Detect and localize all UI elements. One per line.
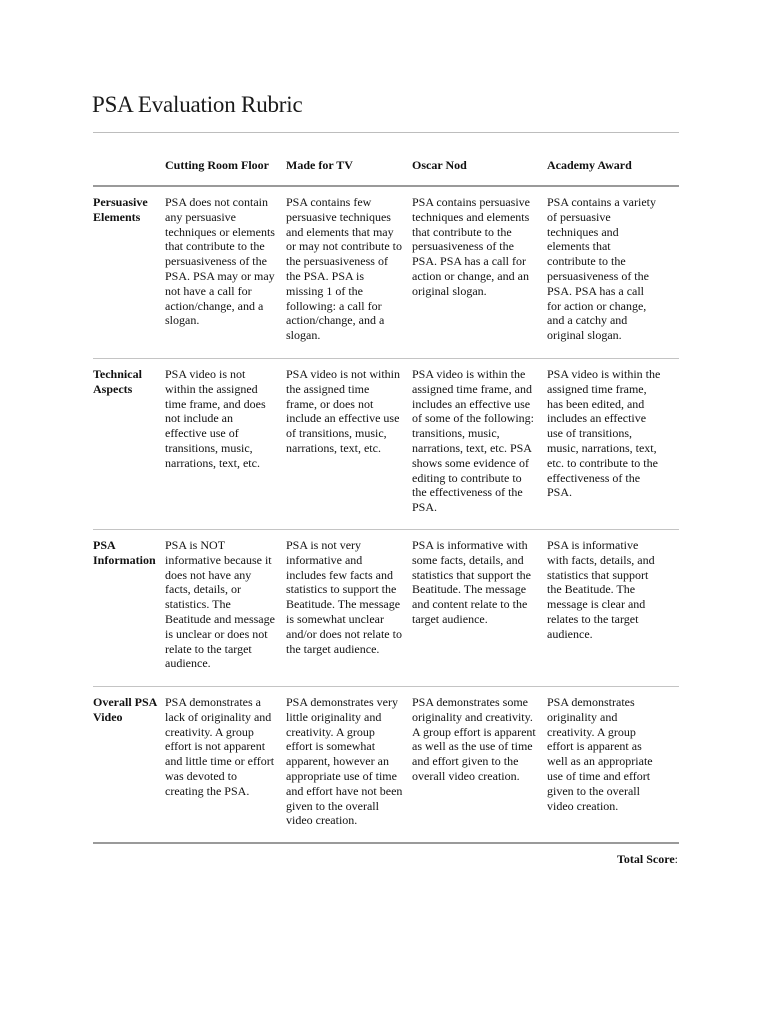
table-cell: PSA demonstrates originality and creativity. A group effort is apparent as well as an appropriate use of time and effort given to the overall video creation.	[547, 695, 653, 813]
column-header-academy-award: Academy Award	[547, 158, 632, 172]
table-cell: PSA is informative with some facts, details, and statistics that support the Beatitude. The message and content relate to the target audience.	[412, 538, 531, 626]
table-cell: PSA is not very informative and includes few facts and statistics to support the Beatitude. The message is somewhat unclear and/or does not relate to the target audience.	[286, 538, 402, 656]
table-cell: PSA demonstrates very little originality and creativity. A group effort is somewhat apparent, however an appropriate use of time and effort have not been given to the overall video creation.	[286, 695, 403, 828]
column-header-oscar-nod: Oscar Nod	[412, 158, 467, 172]
column-header-cutting-room-floor: Cutting Room Floor	[165, 158, 269, 172]
row-label-overall-psa-video: Overall PSA Video	[93, 695, 158, 724]
row-label-persuasive-elements: Persuasive Elements	[93, 195, 148, 224]
page-title: PSA Evaluation Rubric	[92, 92, 303, 117]
total-score-label: Total Score	[616, 852, 675, 866]
row-label-technical-aspects: Technical Aspects	[93, 367, 142, 396]
row-divider	[93, 686, 679, 687]
row-label-psa-information: PSA Information	[93, 538, 156, 567]
table-cell: PSA video is not within the assigned time frame, or does not include an effective use of transitions, music, narrations, text, etc.	[286, 367, 401, 455]
table-cell: PSA is informative with facts, details, and statistics that support the Beatitude. The message is clear and relates to the target audience.	[547, 538, 655, 641]
table-cell: PSA video is within the assigned time frame, has been edited, and includes an effective use of transitions, music, narrations, text, etc. to contribute to the effectiveness of the PSA.	[547, 367, 661, 500]
table-cell: PSA video is within the assigned time frame, and includes an effective use of some of the following: transitions, music, narrations, text, etc. PSA shows some evidence of editing to contribute to the effectiveness of the PSA.	[412, 367, 534, 515]
row-divider	[93, 529, 679, 530]
total-score-colon: :	[674, 852, 678, 866]
table-cell: PSA contains a variety of persuasive techniques and elements that contribute to the persuasiveness of the PSA. PSA has a call for action or change, and a catchy and original slogan.	[547, 195, 656, 343]
table-cell: PSA contains persuasive techniques and elements that contribute to the persuasiveness of the PSA. PSA has a call for action or change, and an original slogan.	[412, 195, 530, 298]
table-bottom-divider	[93, 842, 679, 844]
title-divider	[93, 132, 679, 133]
total-score	[617, 852, 678, 867]
table-cell: PSA demonstrates some originality and creativity. A group effort is apparent as well as the use of time and effort given to the overall video creation.	[412, 695, 536, 783]
table-cell: PSA does not contain any persuasive techniques or elements that contribute to the persuasiveness of the PSA. PSA may or may not have a call for action/change, and a slogan.	[165, 195, 275, 328]
row-divider	[93, 358, 679, 359]
header-divider	[93, 185, 679, 187]
table-cell: PSA contains few persuasive techniques and elements that may or may not contribute to the persuasiveness of the PSA. PSA is missing 1 of the following: a call for action/change, and a slogan.	[286, 195, 402, 343]
column-header-made-for-tv: Made for TV	[286, 158, 353, 172]
table-cell: PSA demonstrates a lack of originality and creativity. A group effort is not apparent and little time or effort was devoted to creating the PSA.	[165, 695, 275, 798]
table-cell: PSA is NOT informative because it does not have any facts, details, or statistics. The Beatitude and message is unclear or does not relate to the target audience.	[165, 538, 275, 671]
table-cell: PSA video is not within the assigned time frame, and does not include an effective use of transitions, music, narrations, text, etc.	[165, 367, 266, 470]
